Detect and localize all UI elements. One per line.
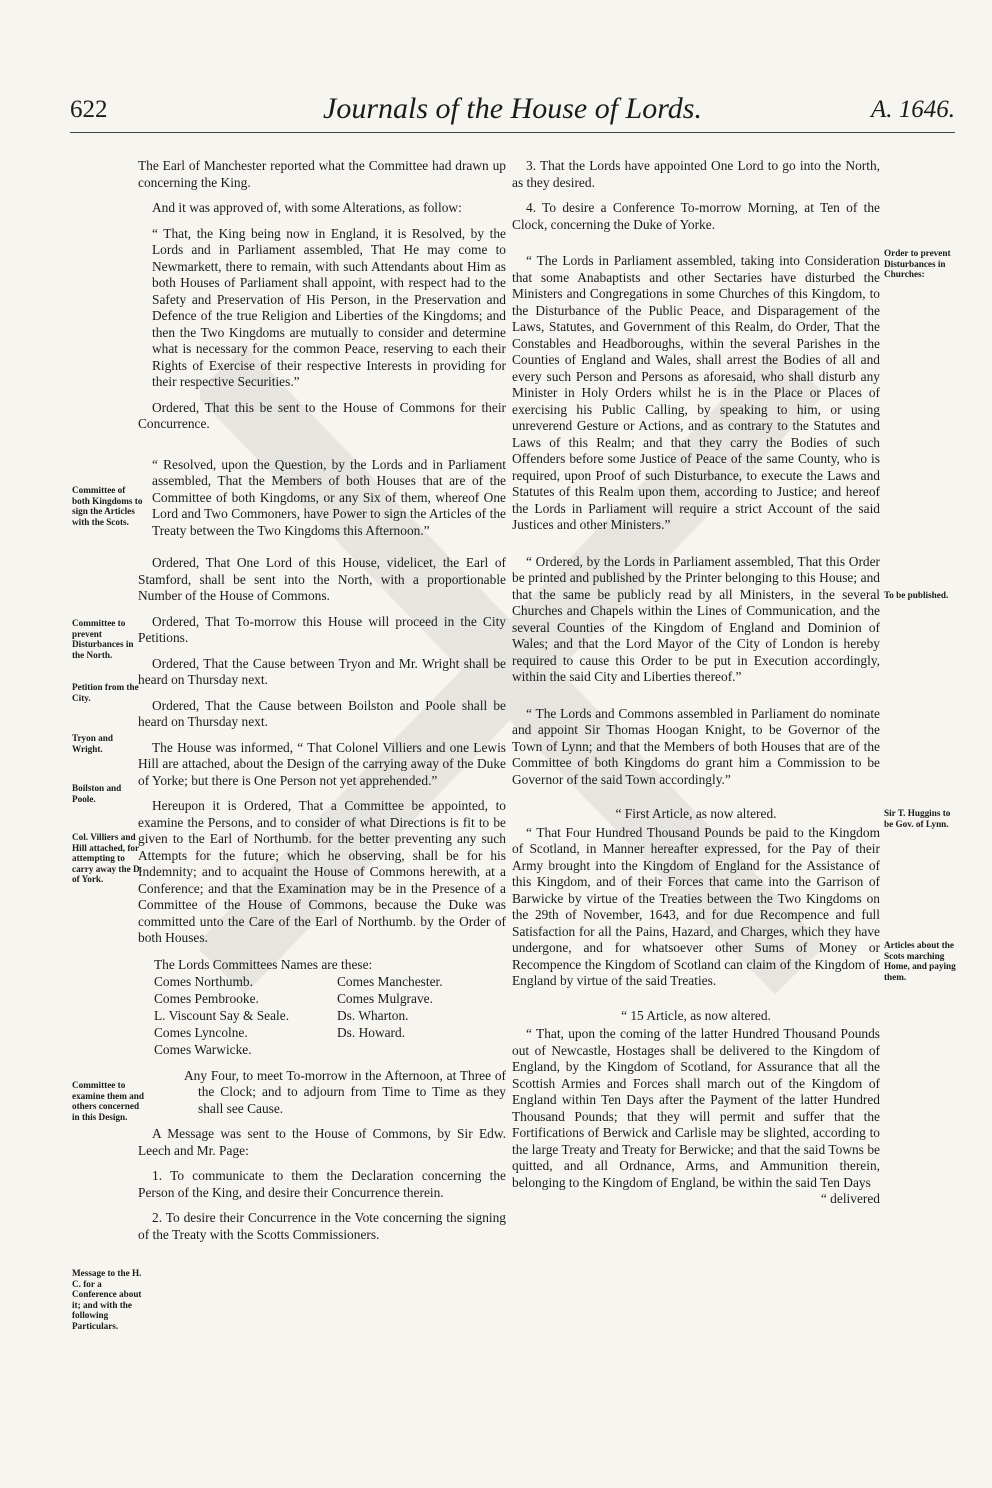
right-column	[512, 158, 880, 1217]
margin-note: Message to the H. C. for a Conference about it; and with the following Particulars.	[72, 1268, 142, 1331]
margin-note: Articles about the Scots marching Home, and paying them.	[884, 940, 956, 982]
paragraph: 2. To desire their Concurrence in the Vote concerning the signing of the Treaty with the Scotts Commissioners.	[138, 1210, 506, 1242]
margin-note: Sir T. Huggins to be Gov. of Lynn.	[884, 808, 951, 829]
margin-note: Order to prevent Disturbances in Churches:	[884, 248, 951, 279]
margin-note: Col. Villiers and Hill attached, for attempting to carry away the D. of York.	[72, 832, 142, 884]
paragraph: The House was informed, “ That Colonel Villiers and one Lewis Hill are attached, about the Design of the carrying away of the Duke of Yorke; but there is One Person not yet apprehended.”	[138, 739, 506, 788]
margin-note: Committee to prevent Disturbances in the North.	[72, 618, 134, 660]
resolution-treaty: “ Resolved, upon the Question, by the Lords and in Parliament assembled, That the Members of both Houses that are of the Committee of both Kingdoms, or any Six of them, whereof One Lord and Two Commoners, have Power to sign the Articles of the Treaty between the Two Kingdoms this Afternoon.”	[152, 456, 506, 538]
page-number: 622	[70, 96, 108, 123]
left-column	[138, 158, 506, 1252]
year-label: A. 1646.	[870, 96, 955, 123]
catchword: “ delivered	[820, 1191, 880, 1206]
committee-member: Comes Mulgrave.	[337, 990, 433, 1006]
paragraph: The Earl of Manchester reported what the Committee had drawn up concerning the King.	[138, 158, 506, 190]
order-lynn: “ The Lords and Commons assembled in Parliament do nominate and appoint Sir Thomas Hoogan Knight, to be Governor of the Town of Lynn; and that the Members of both Houses that are of the Committee of both Kingdoms do grant him a Commission to be Governor of the said Town accordingly.”	[512, 705, 880, 787]
paragraph: Ordered, That the Cause between Tryon and Mr. Wright shall be heard on Thursday next.	[138, 655, 506, 687]
committee-member: Ds. Wharton.	[337, 1007, 409, 1023]
paragraph: Ordered, That the Cause between Boilston and Poole shall be heard on Thursday next.	[138, 697, 506, 729]
order-printing: “ Ordered, by the Lords in Parliament assembled, That this Order be printed and published by the Printer belonging to this House; and that the same be publicly read by all Ministers, in the several Churches and Chapels within the Lines of Communication, and the several Counties of the Kingdom of England and Dominion of Wales; and that the Lord Mayor of the City of London is hereby required to cause this Order to be put in Execution accordingly, within the said City and Liberties thereof.”	[512, 553, 880, 684]
margin-note: Tryon and Wright.	[72, 733, 113, 754]
margin-note: Petition from the City.	[72, 682, 139, 703]
article-heading: “ First Article, as now altered.	[615, 806, 777, 821]
margin-note: Committee to examine them and others concerned in this Design.	[72, 1080, 144, 1122]
paragraph: 1. To communicate to them the Declaration concerning the Person of the King, and desire their Concurrence therein.	[138, 1168, 506, 1200]
margin-note: To be published.	[884, 590, 949, 600]
committee-member: Comes Warwicke.	[154, 1041, 252, 1057]
paragraph: Ordered, That this be sent to the House of Commons for their Concurrence.	[138, 399, 506, 431]
paragraph: 4. To desire a Conference To-morrow Morning, at Ten of the Clock, concerning the Duke of Yorke.	[512, 200, 880, 232]
paragraph: And it was approved of, with some Alterations, as follow:	[152, 200, 462, 215]
committee-member: Comes Pembrooke.	[154, 990, 259, 1006]
paragraph: Ordered, That To-morrow this House will proceed in the City Petitions.	[138, 613, 506, 645]
paragraph: Hereupon it is Ordered, That a Committee be appointed, to examine the Persons, and to consider of what Directions is fit to be given to the Earl of Northumb. for the better preventing any such Attempts for the future; which he observing, shall be for his Indemnity; and to acquaint the House of Commons herewith, at a Conference; and that the Examination may be in the Presence of a Committee of the House of Commons, because the Duke was committed unto the Care of the Earl of Northumb. by the Order of both Houses.	[138, 798, 506, 945]
paragraph: Ordered, That One Lord of this House, videlicet, the Earl of Stamford, shall be sent into the North, with a proportionable Number of the House of Commons.	[138, 555, 506, 603]
running-header	[70, 92, 955, 133]
order-sectaries: “ The Lords in Parliament assembled, taking into Consideration that some Anabaptists and other Sectaries have disturbed the Ministers and Congregations in some Churches of this Kingdom, to the Disturbance of the Public Peace, and Disparagement of the Laws, Statutes, and Government of this Realm, do Order, That the Constables and Headboroughs, within the several Parishes in the Counties of England and Wales, shall arrest the Bodies of all and every such Person and Persons as aforesaid, who shall disturb any Minister in Holy Orders whilst he is in the Place or Places of exercising his Public Calling, by speaking to him, or using unreverend Gesture or Actions, and as contrary to the Statutes and Laws of this Realm; and that they carry the Bodies of such Offenders before some Justice of Peace of the same County, who is required, upon Proof of such Disturbance, to execute the Laws and Statutes of this Realm upon them, according to Justice; and hereof the Lords in Parliament will require a strict Account of the said Justices and other Ministers.”	[512, 253, 880, 532]
committee-member: Ds. Howard.	[337, 1024, 406, 1040]
committee-meeting: Any Four, to meet To-morrow in the Afternoon, at Three of the Clock; and to adjourn from Time to Time as they shall see Cause.	[184, 1067, 506, 1116]
committee-member: L. Viscount Say & Seale.	[154, 1007, 290, 1023]
committee-member: Comes Lyncolne.	[154, 1024, 248, 1040]
paragraph: 3. That the Lords have appointed One Lord to go into the North, as they desired.	[512, 158, 880, 190]
paragraph: A Message was sent to the House of Commons, by Sir Edw. Leech and Mr. Page:	[138, 1126, 506, 1158]
resolution-king: “ That, the King being now in England, it is Resolved, by the Lords and in Parliament assembled, That He may come to Newmarkett, there to remain, with such Attendants about Him as both Houses of Parliament shall appoint, with respect had to the Safety and Preservation of His Person, in the Preservation and Defence of the true Religion and Liberties of the Kingdoms; and then the Two Kingdoms are mutually to consider and determine what is necessary for the common Peace, reserving to each their Rights of Exercise of their respective Interests in providing for their respective Securities.”	[152, 225, 506, 389]
article-first: “ That Four Hundred Thousand Pounds be paid to the Kingdom of Scotland, in Manner hereafter expressed, for the Pay of their Army brought into the Kingdom of England for the Assistance of this Kingdom, and of their Forces that came into the Garrison of Barwicke by virtue of the Treaties between the Two Kingdoms on the 29th of November, 1643, and for due Recompence and full Satisfaction for all the Pains, Hazard, and Charges, which they have undergone, and for whatsoever other Sums of Money or Recompence the Kingdom of Scotland can claim of the Kingdom of England by virtue of the said Treaties.	[512, 824, 880, 988]
article-heading: “ 15 Article, as now altered.	[621, 1007, 771, 1023]
committee-member: Comes Northumb.	[154, 973, 253, 989]
journal-title: Journals of the House of Lords.	[323, 92, 702, 125]
article-fifteen: “ That, upon the coming of the latter Hundred Thousand Pounds out of Newcastle, Hostages shall be delivered to the Kingdom of England, by the Kingdom of Scotland, for Assurance that all the Scottish Armies and Forces shall march out of the Kingdom of England within Ten Days after the Payment of the latter Hundred Thousand Pounds; that they will permit and suffer that the Fortifications of Berwick and Carlisle may be slighted, according to the large Treaty and Treaty for Berwicke; and that the said Towns be quitted, and all Ordnance, Arms, and Ammunition therein, belonging to the Kingdom of England, be within the said Ten Days	[512, 1026, 880, 1190]
margin-note: Boilston and Poole.	[72, 783, 122, 804]
committee-heading: The Lords Committees Names are these:	[154, 956, 373, 972]
committee-names	[138, 956, 506, 1058]
committee-member: Comes Manchester.	[337, 973, 443, 989]
margin-note: Committee of both Kingdoms to sign the Articles with the Scots.	[72, 485, 143, 527]
